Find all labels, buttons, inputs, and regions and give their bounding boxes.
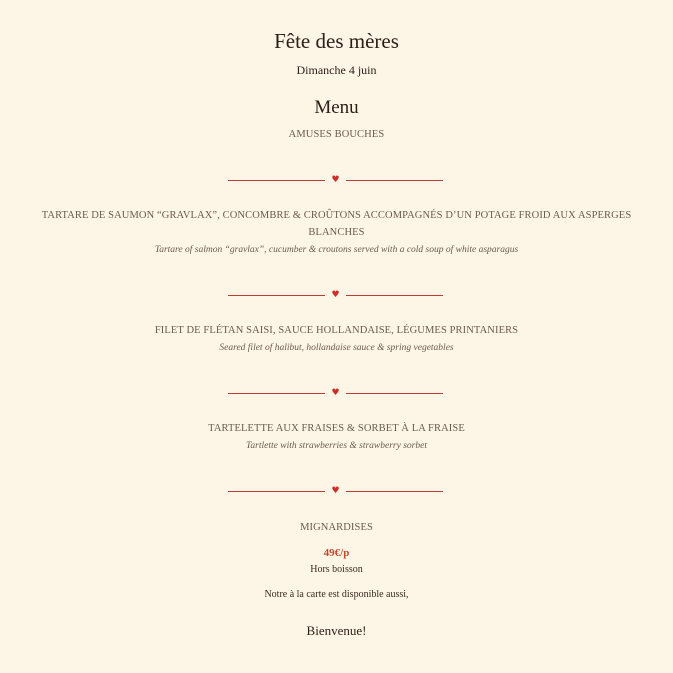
carte-note: Notre à la carte est disponible aussi, <box>264 589 409 600</box>
divider <box>228 291 443 301</box>
course-2-title: FILET DE FLÉTAN SAISI, SAUCE HOLLANDAISE, LÉGUMES PRINTANIERS <box>154 325 519 336</box>
divider-line <box>346 393 443 394</box>
course-2-translation: Seared filet of halibut, hollandaise sauce & spring vegetables <box>219 343 454 353</box>
divider-line <box>346 491 443 492</box>
divider <box>228 176 443 186</box>
course-3-translation: Tartlette with strawberries & strawberry sorbet <box>246 441 427 451</box>
divider-line <box>228 180 325 181</box>
divider <box>228 487 443 497</box>
heart-icon: ♥ <box>331 388 340 398</box>
divider-line <box>346 295 443 296</box>
page-title: Fête des mères <box>274 29 399 53</box>
course-1-translation: Tartare of salmon “gravlax”, cucumber & croutons served with a cold soup of white asparagus <box>154 245 519 255</box>
heart-icon: ♥ <box>331 486 340 496</box>
divider <box>228 389 443 399</box>
heart-icon: ♥ <box>331 290 340 300</box>
heart-icon: ♥ <box>331 175 340 185</box>
course-3-title: TARTELETTE AUX FRAISES & SORBET À LA FRAISE <box>208 423 465 434</box>
price: 49€/p <box>323 547 350 559</box>
course-1-title: TARTARE DE SAUMON “GRAVLAX”, CONCOMBRE & CROÛTONS ACCOMPAGNÉS D’UN POTAGE FROID AUX ASPERGES BLANCHES <box>41 210 632 238</box>
mignardises: MIGNARDISES <box>300 522 373 533</box>
drinks-note: Hors boisson <box>310 564 363 575</box>
welcome-message: Bienvenue! <box>306 623 367 638</box>
divider-line <box>228 393 325 394</box>
menu-heading: Menu <box>314 97 359 118</box>
divider-line <box>228 491 325 492</box>
divider-line <box>346 180 443 181</box>
event-date: Dimanche 4 juin <box>296 63 377 77</box>
amuse-bouches: AMUSES BOUCHES <box>288 129 385 140</box>
divider-line <box>228 295 325 296</box>
